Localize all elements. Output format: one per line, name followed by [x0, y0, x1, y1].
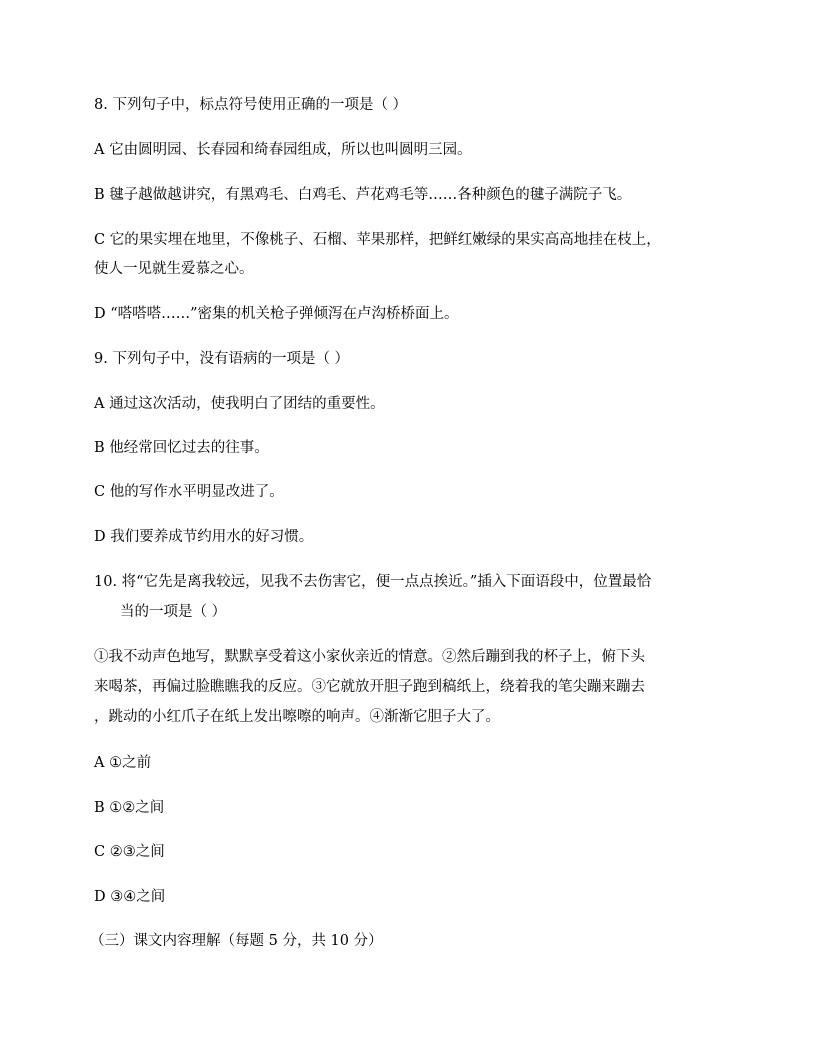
question-8-option-b: B 毽子越做越讲究，有黑鸡毛、白鸡毛、芦花鸡毛等……各种颜色的毽子满院子飞。: [94, 187, 632, 203]
question-10-option-c: C ②③之间: [94, 844, 165, 860]
question-9-option-d: D 我们要养成节约用水的好习惯。: [94, 529, 314, 545]
section-3-heading: （三）课文内容理解（每题 5 分，共 10 分）: [90, 933, 383, 949]
question-8-option-d: D “嗒嗒嗒……”密集的机关枪子弹倾泻在卢沟桥桥面上。: [94, 306, 459, 322]
question-10-stem-line1: 10. 将“它先是离我较远，见我不去伤害它，便一点点挨近。”插入下面语段中，位置最恰: [94, 574, 652, 590]
question-8-option-c-line1: C 它的果实埋在地里，不像桃子、石榴、苹果那样，把鲜红嫩绿的果实高高地挂在枝上，: [94, 232, 661, 248]
question-10-passage-line2: 来喝茶，再偏过脸瞧瞧我的反应。③它就放开胆子跑到稿纸上，绕着我的笔尖蹦来蹦去: [94, 679, 645, 695]
question-9-option-b: B 他经常回忆过去的往事。: [94, 440, 269, 456]
question-8-stem: 8. 下列句子中，标点符号使用正确的一项是（ ）: [94, 97, 408, 113]
question-9-option-c: C 他的写作水平明显改进了。: [94, 484, 284, 500]
question-8-option-c-line2: 使人一见就生爱慕之心。: [94, 261, 254, 277]
question-10-passage-line3: ，跳动的小红爪子在纸上发出嚓嚓的响声。④渐渐它胆子大了。: [94, 709, 500, 725]
question-9-stem: 9. 下列句子中，没有语病的一项是（ ）: [94, 351, 350, 367]
question-10-stem-line2: 当的一项是（ ）: [120, 604, 227, 620]
question-10-option-a: A ①之前: [94, 755, 152, 771]
question-10-option-b: B ①②之间: [94, 800, 165, 816]
question-10-passage-line1: ①我不动声色地写，默默享受着这小家伙亲近的情意。②然后蹦到我的杯子上，俯下头: [94, 649, 645, 665]
question-10-option-d: D ③④之间: [94, 889, 166, 905]
question-8-option-a: A 它由圆明园、长春园和绮春园组成，所以也叫圆明三园。: [94, 142, 472, 158]
question-9-option-a: A 通过这次活动，使我明白了团结的重要性。: [94, 396, 385, 412]
